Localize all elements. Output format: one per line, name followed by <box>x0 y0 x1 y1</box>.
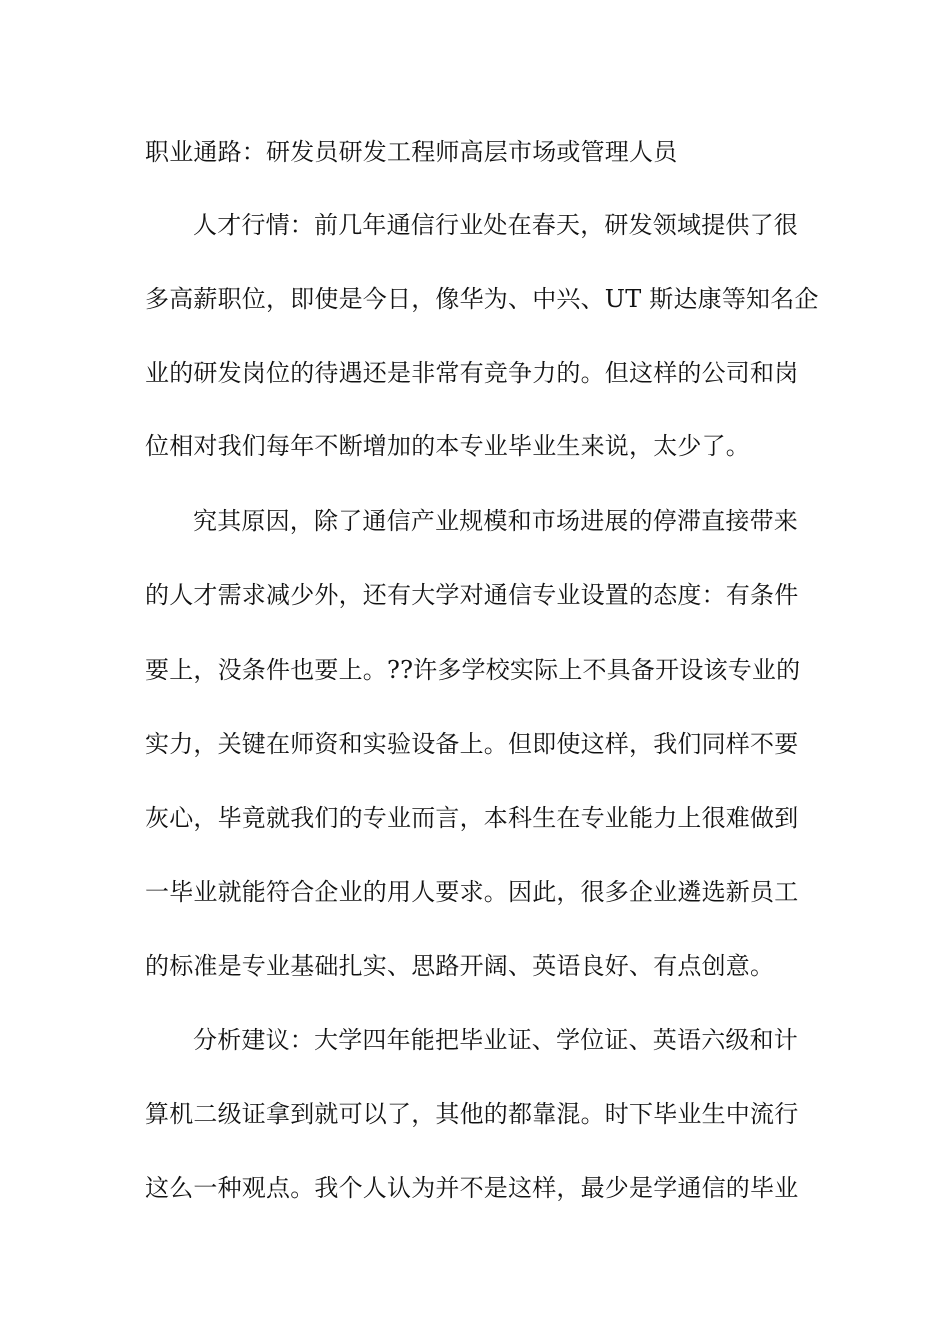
paragraph-reasons-line-5: 灰心，毕竟就我们的专业而言，本科生在专业能力上很难做到 <box>145 804 799 832</box>
paragraph-reasons-line-2: 的人才需求减少外，还有大学对通信专业设置的态度：有条件 <box>145 581 799 609</box>
paragraph-talent-market-line-3: 业的研发岗位的待遇还是非常有竞争力的。但这样的公司和岗 <box>145 359 799 387</box>
paragraph-talent-market-line-2: 多高薪职位，即使是今日，像华为、中兴、UT 斯达康等知名企 <box>145 285 819 313</box>
paragraph-talent-market-line-1: 人才行情：前几年通信行业处在春天，研发领域提供了很 <box>193 211 798 239</box>
career-path-line: 职业通路：研发员研发工程师高层市场或管理人员 <box>145 138 678 166</box>
paragraph-reasons-line-4: 实力，关键在师资和实验设备上。但即使这样，我们同样不要 <box>145 730 799 758</box>
paragraph-advice-line-2: 算机二级证拿到就可以了，其他的都靠混。时下毕业生中流行 <box>145 1100 799 1128</box>
paragraph-reasons-line-6: 一毕业就能符合企业的用人要求。因此，很多企业遴选新员工 <box>145 878 799 906</box>
paragraph-talent-market-line-4: 位相对我们每年不断增加的本专业毕业生来说，太少了。 <box>145 432 750 460</box>
paragraph-advice-line-1: 分析建议：大学四年能把毕业证、学位证、英语六级和计 <box>193 1026 798 1054</box>
paragraph-reasons-line-3: 要上，没条件也要上。??许多学校实际上不具备开设该专业的 <box>145 656 801 684</box>
paragraph-reasons-line-7: 的标准是专业基础扎实、思路开阔、英语良好、有点创意。 <box>145 952 775 980</box>
paragraph-advice-line-3: 这么一种观点。我个人认为并不是这样，最少是学通信的毕业 <box>145 1174 799 1202</box>
paragraph-reasons-line-1: 究其原因，除了通信产业规模和市场进展的停滞直接带来 <box>193 507 798 535</box>
